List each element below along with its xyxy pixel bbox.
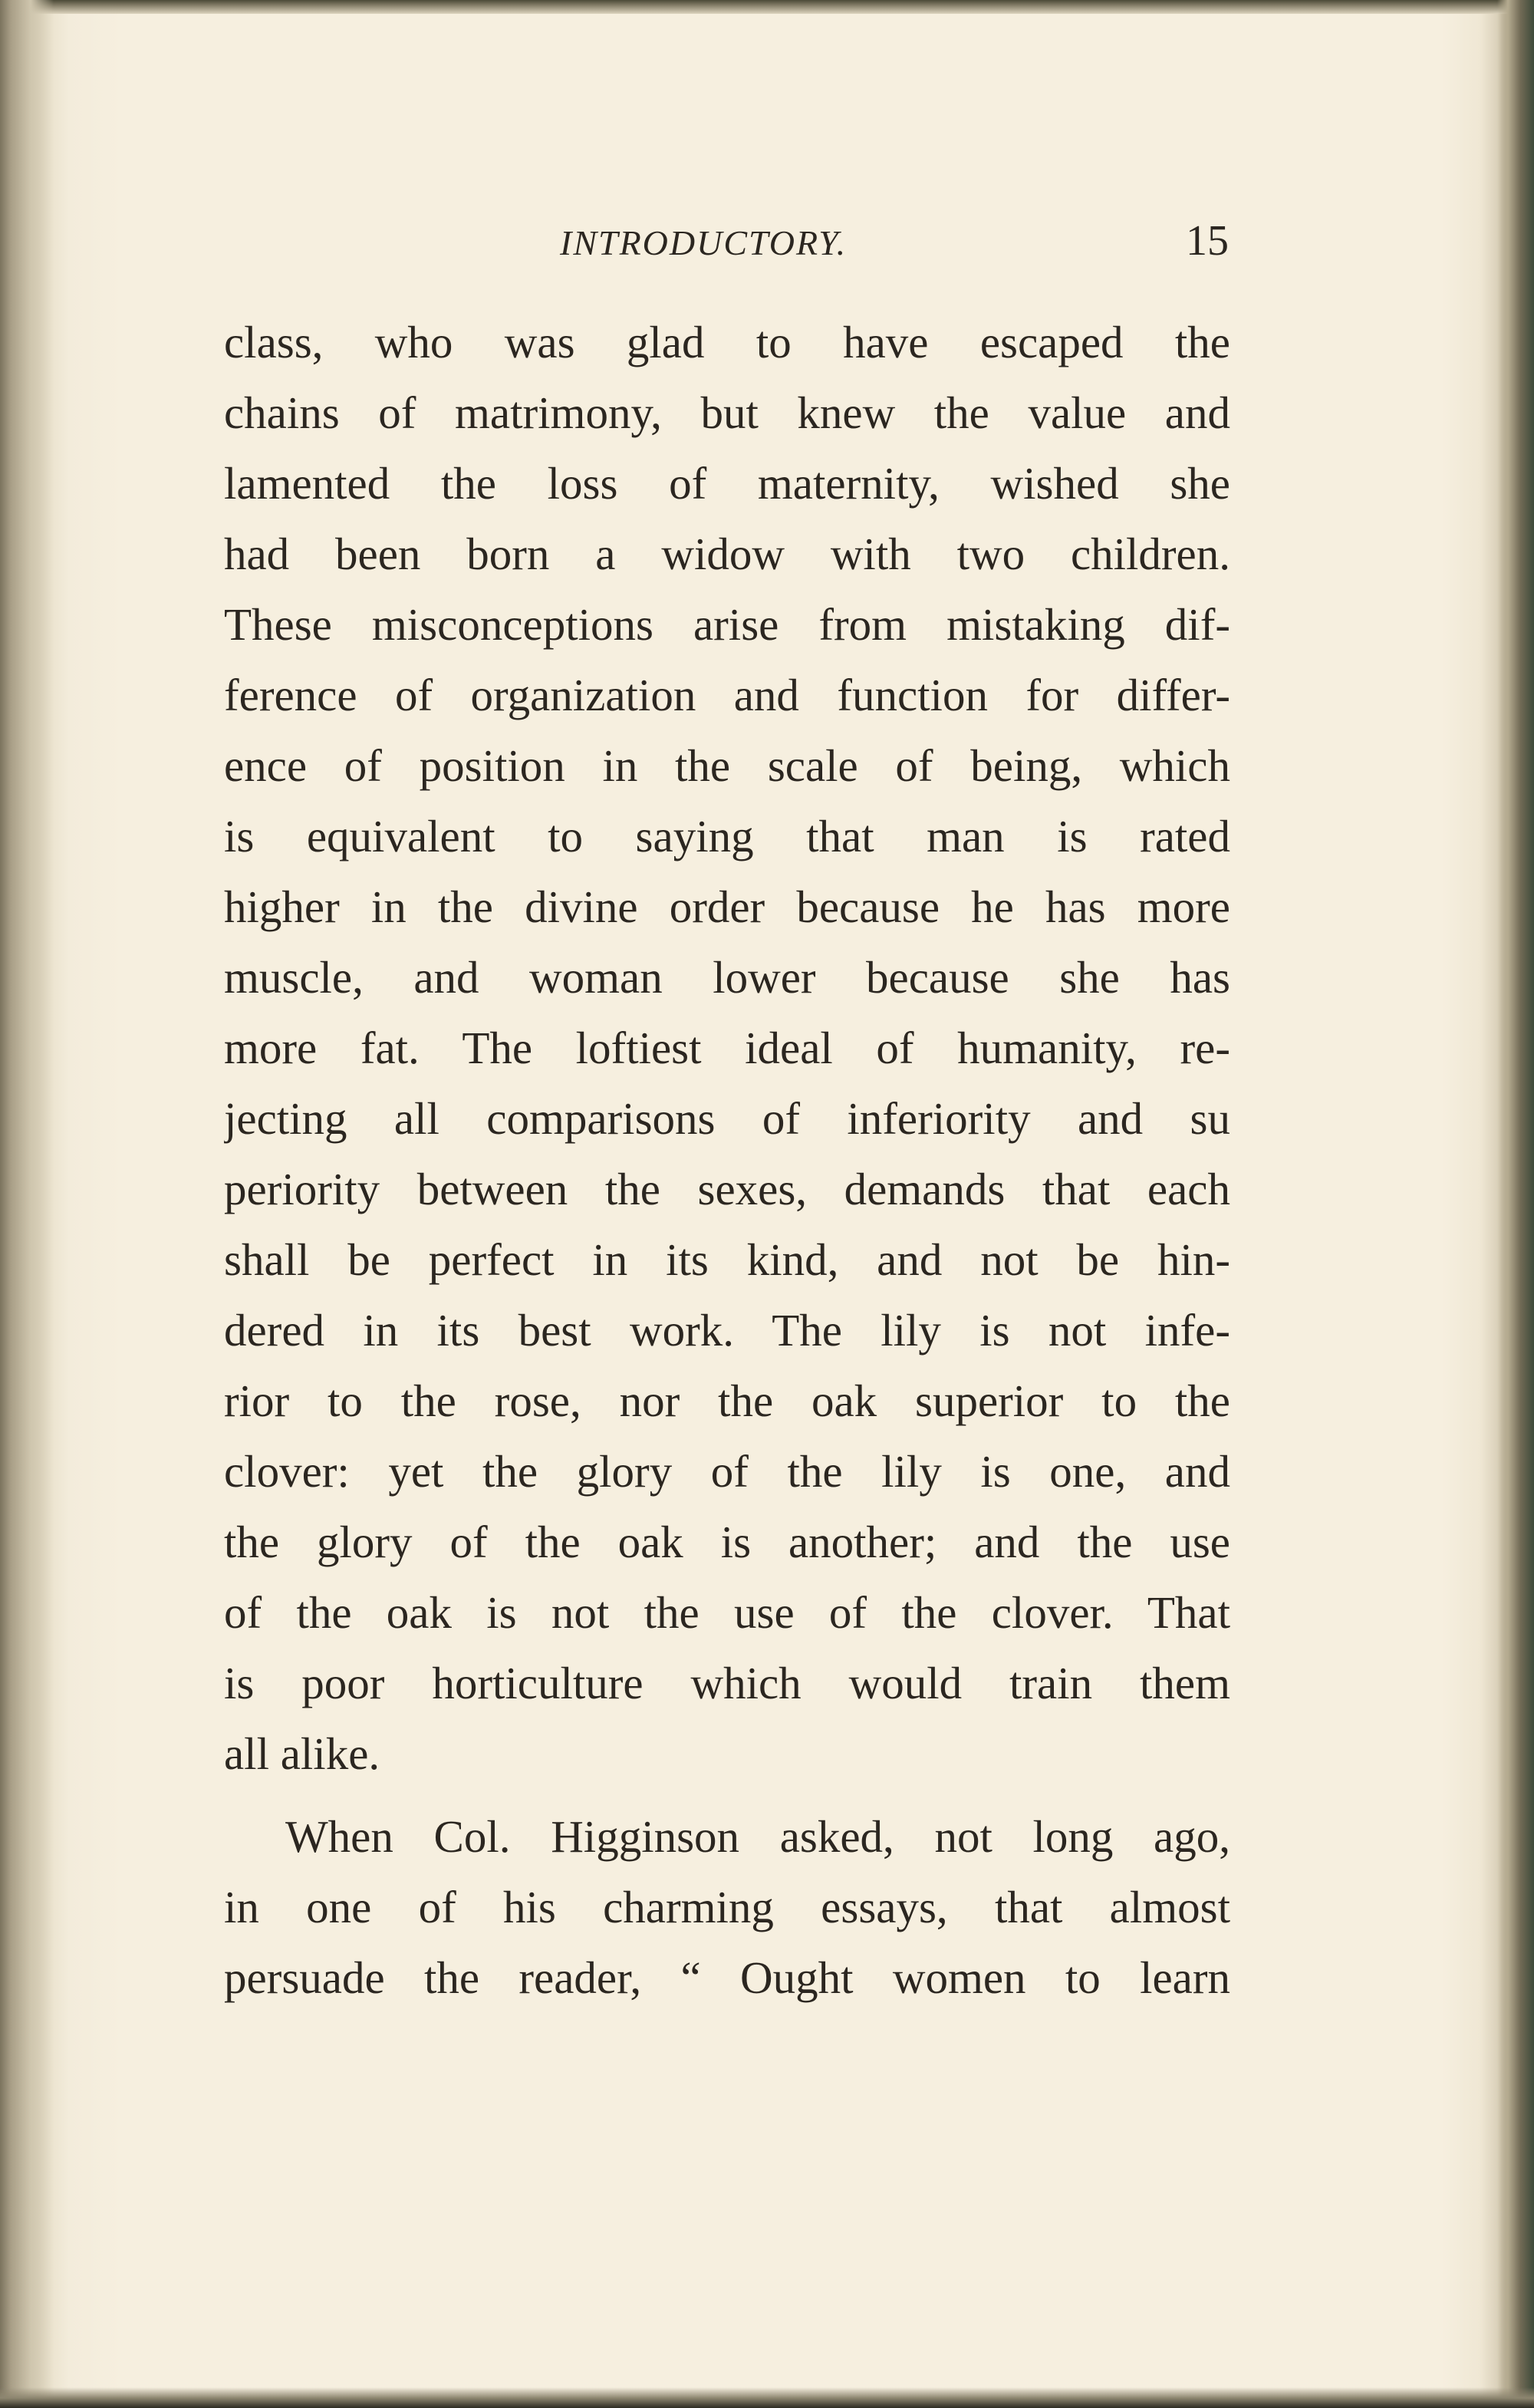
text-line: dered in its best work. The lily is not infe-: [224, 1305, 1230, 1356]
text-line: jecting all comparisons of inferiority and su: [224, 1093, 1230, 1144]
text-line: shall be perfect in its kind, and not be hin-: [224, 1234, 1230, 1285]
text-line: class, who was glad to have escaped the: [224, 317, 1230, 367]
text-line: rior to the rose, nor the oak superior to the: [224, 1375, 1230, 1426]
page-right-edge: [1497, 0, 1534, 2408]
text-line: lamented the loss of maternity, wished she: [224, 458, 1230, 509]
text-line: higher in the divine order because he has more: [224, 881, 1230, 932]
page-top-edge: [0, 0, 1534, 14]
text-line: is poor horticulture which would train them: [224, 1658, 1230, 1708]
binding-shadow: [0, 0, 54, 2408]
page-bottom-edge: [0, 2387, 1534, 2408]
page-number: 15: [1186, 217, 1229, 265]
text-line: clover: yet the glory of the lily is one, and: [224, 1446, 1230, 1497]
text-line: These misconceptions arise from mistaking dif-: [224, 599, 1230, 650]
text-line: in one of his charming essays, that almost: [224, 1882, 1230, 1932]
text-line: more fat. The loftiest ideal of humanity, re-: [224, 1023, 1230, 1073]
text-line: persuade the reader, “ Ought women to learn: [224, 1952, 1230, 2003]
running-title: INTRODUCTORY.: [560, 223, 848, 262]
text-line: ference of organization and function for differ-: [224, 670, 1230, 720]
text-line: When Col. Higginson asked, not long ago,: [285, 1811, 1230, 1862]
text-line: muscle, and woman lower because she has: [224, 952, 1230, 1003]
text-line: chains of matrimony, but knew the value and: [224, 387, 1230, 438]
text-line: had been born a widow with two children.: [224, 529, 1230, 579]
text-line: the glory of the oak is another; and the use: [224, 1517, 1230, 1567]
text-line: periority between the sexes, demands that each: [224, 1164, 1230, 1214]
body-text: [224, 307, 1230, 2013]
text-line: all alike.: [224, 1728, 380, 1779]
text-line: is equivalent to saying that man is rated: [224, 811, 1230, 861]
text-line: of the oak is not the use of the clover. That: [224, 1587, 1230, 1638]
text-line: ence of position in the scale of being, which: [224, 740, 1230, 791]
page-header: [222, 216, 1229, 270]
